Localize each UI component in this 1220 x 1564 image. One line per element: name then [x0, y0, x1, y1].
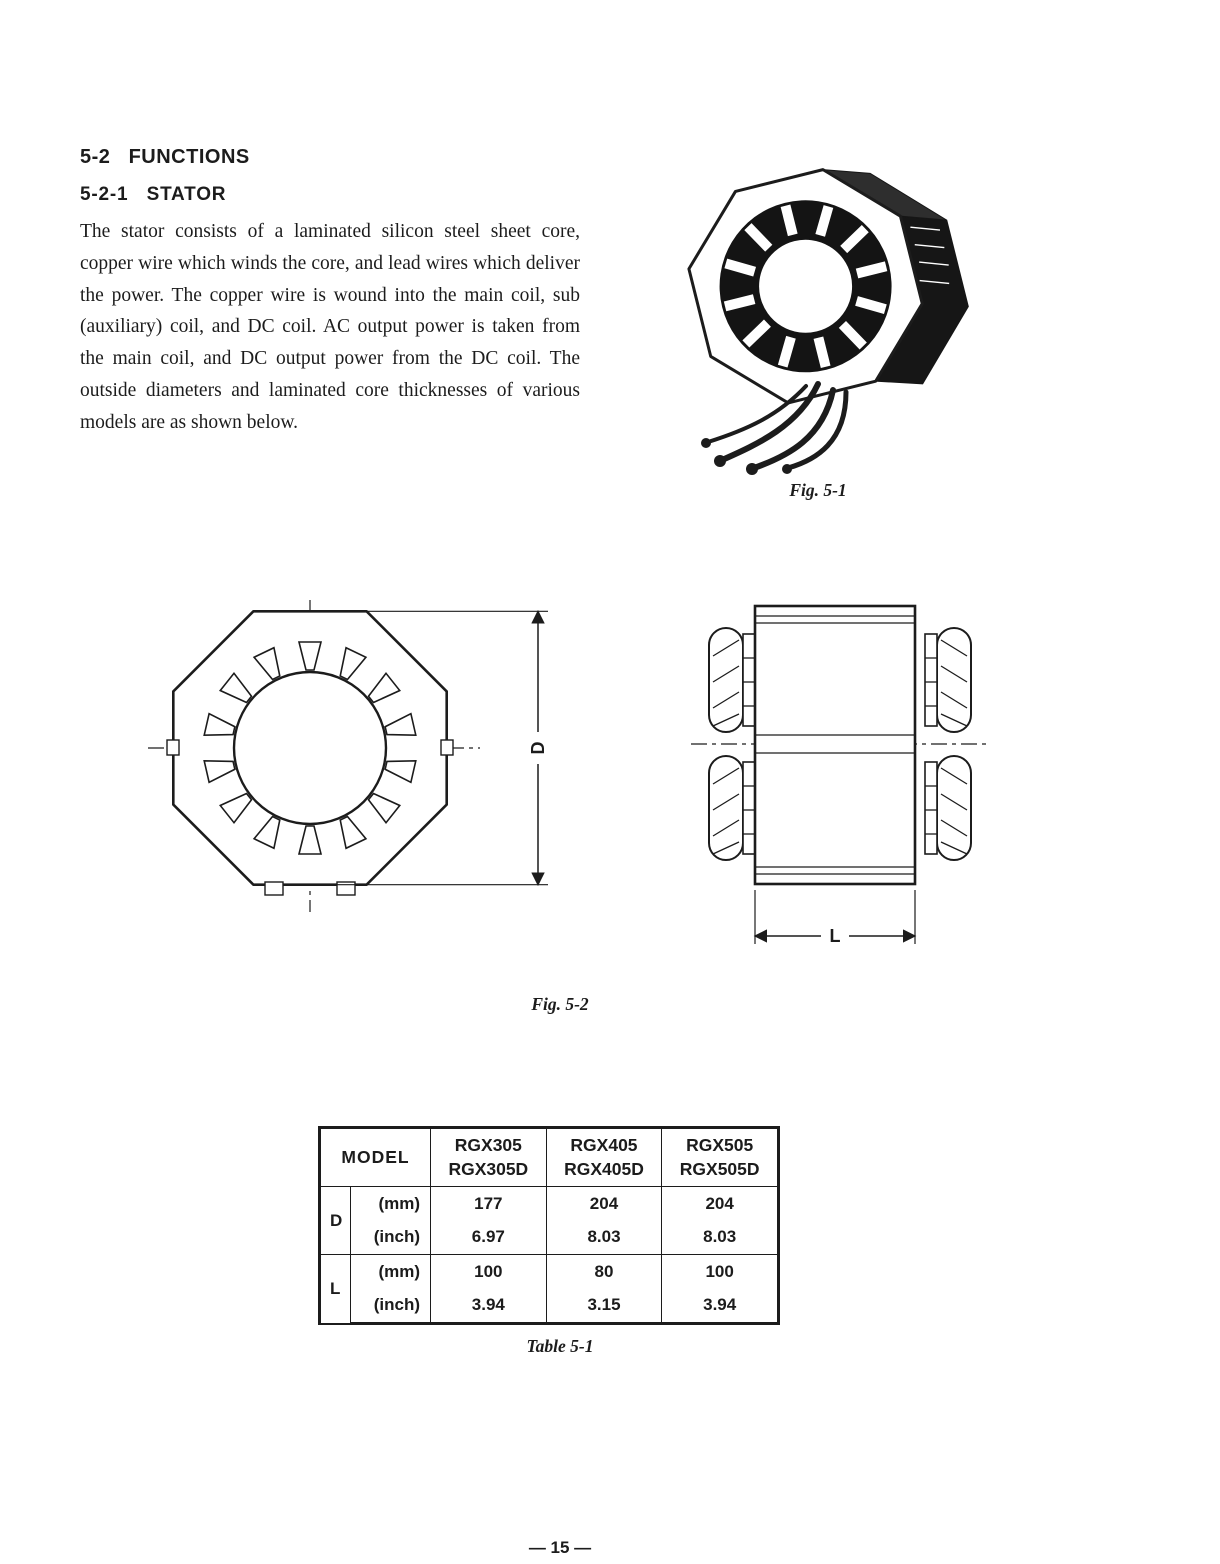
model-name: RGX405D [564, 1158, 644, 1179]
value-cell: 177 [431, 1187, 547, 1221]
column-header-rgx505 [662, 1129, 778, 1187]
fig1-caption: Fig. 5-1 [789, 480, 847, 500]
stator-side-view [685, 592, 995, 962]
section-heading: 5-2 FUNCTIONS [80, 146, 250, 168]
core-stack [755, 606, 915, 884]
stator-front-view [140, 596, 570, 916]
column-header-rgx405 [546, 1129, 662, 1187]
unit-label: (mm) [351, 1255, 431, 1289]
spec-table [318, 1126, 780, 1325]
value-cell: 204 [662, 1187, 778, 1221]
unit-label: (inch) [351, 1221, 431, 1255]
model-name: RGX305 [454, 1134, 522, 1155]
table-row [321, 1221, 778, 1255]
page-number: — 15 — [528, 1538, 592, 1557]
value-cell: 8.03 [546, 1221, 662, 1255]
value-cell: 3.94 [662, 1289, 778, 1323]
model-name: RGX305D [448, 1158, 529, 1179]
dimension-l [755, 890, 915, 946]
table-row [321, 1289, 778, 1323]
value-cell: 100 [662, 1255, 778, 1289]
dim-d-label: D [528, 741, 548, 755]
unit-label: (mm) [351, 1187, 431, 1221]
model-name: RGX505D [679, 1158, 760, 1179]
dimension-group-l: L [321, 1255, 351, 1323]
fig2-caption: Fig. 5-2 [531, 994, 589, 1014]
unit-label: (inch) [351, 1289, 431, 1323]
stator-body [673, 146, 983, 432]
body-paragraph: The stator consists of a laminated silicon steel sheet core, copper wire which winds the core, and lead wires which deliver the power. The copper wire is wound into the main coil, sub (auxiliary) coil, and DC coil. AC output power is taken from the main coil, and DC output power from the DC coil. The outside diameters and laminated core thicknesses of various models are as shown below. [80, 221, 580, 433]
dim-l-label: L [829, 926, 841, 946]
value-cell: 204 [546, 1187, 662, 1221]
value-cell: 8.03 [662, 1221, 778, 1255]
stator-illustration [648, 146, 988, 476]
value-cell: 6.97 [431, 1221, 547, 1255]
value-cell: 3.15 [546, 1289, 662, 1323]
value-cell: 80 [546, 1255, 662, 1289]
table-row [321, 1255, 778, 1289]
subsection-heading: 5-2-1 STATOR [80, 184, 227, 205]
model-header-cell: MODEL [321, 1129, 431, 1187]
column-header-rgx305 [431, 1129, 547, 1187]
table-caption: Table 5-1 [526, 1336, 594, 1356]
value-cell: 3.94 [431, 1289, 547, 1323]
table-header-row [321, 1129, 778, 1187]
dimension-group-d: D [321, 1187, 351, 1255]
model-name: RGX405 [570, 1134, 638, 1155]
value-cell: 100 [431, 1255, 547, 1289]
model-name: RGX505 [686, 1134, 754, 1155]
table-row [321, 1187, 778, 1221]
